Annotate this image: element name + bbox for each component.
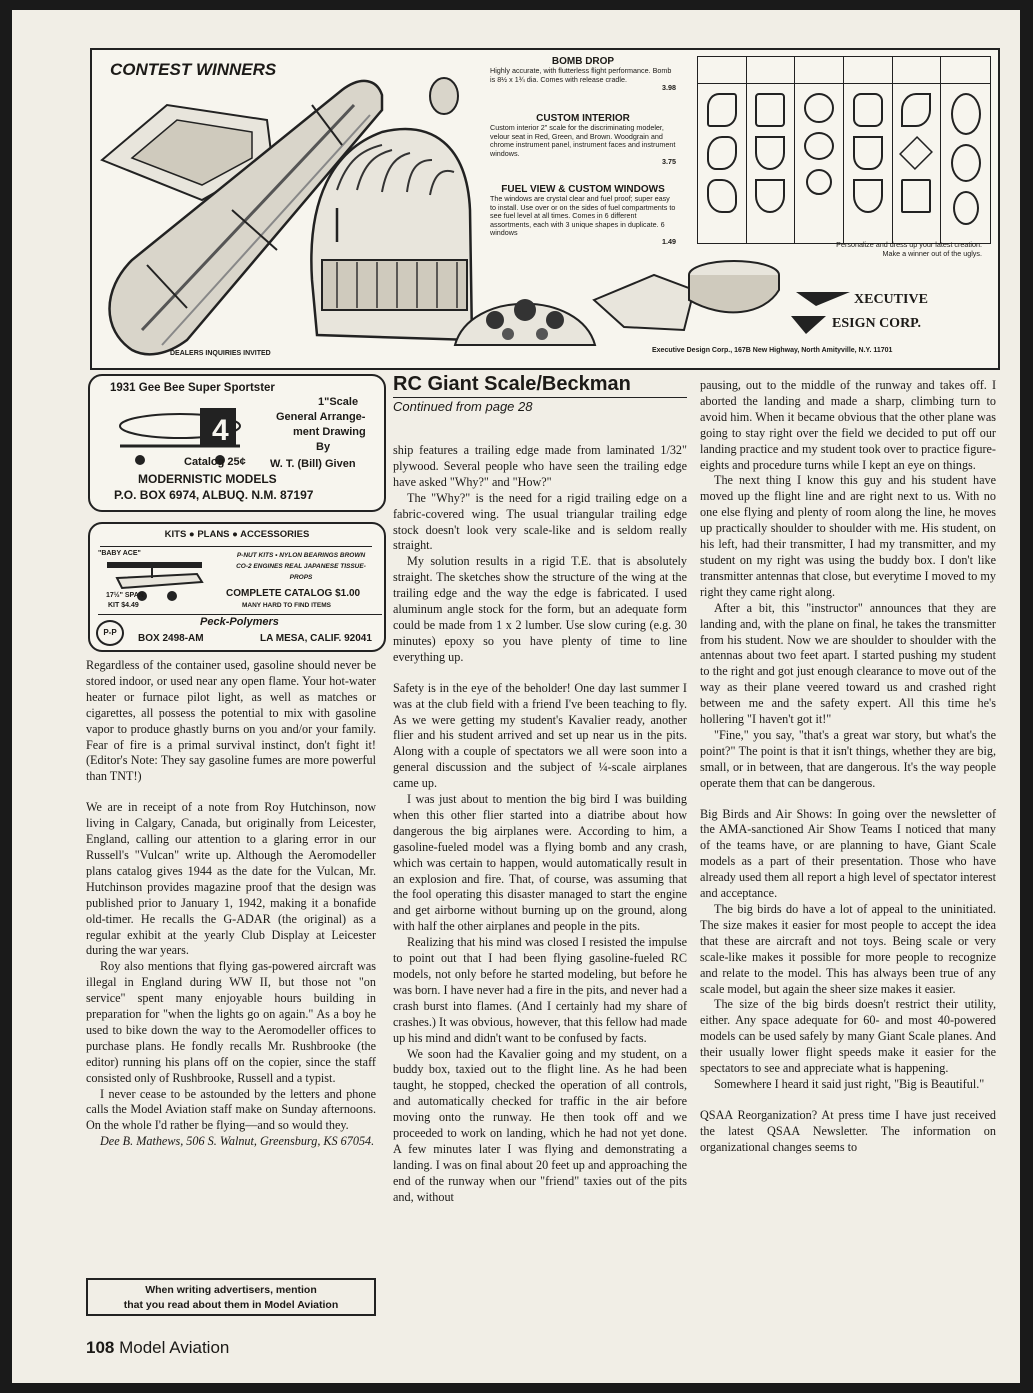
gee-bee-title: 1931 Gee Bee Super Sportster (110, 382, 275, 394)
page-number: 108 (86, 1338, 115, 1357)
window-shape (755, 93, 785, 127)
continued-from: Continued from page 28 (393, 399, 533, 414)
instrument-panel-illustration (450, 270, 600, 350)
window-shape (901, 179, 931, 213)
custom-interior-price: 3.75 (662, 157, 676, 167)
svg-text:4: 4 (212, 414, 229, 447)
personalize-text: Personalize and dress up your latest creation. Make a winner out of the uglys. (836, 240, 982, 258)
article-column-3 (700, 378, 996, 1156)
peck-logo: P-P (96, 620, 124, 646)
paragraph: Big Birds and Air Shows: In going over the newsletter of the AMA-sanctioned Air Show Teams I noticed that many of the teams have, or are planning to have, Giant Scale models as a part of their presentation. Those who have already used them all report a high level of spectator interest and acceptance. (700, 806, 996, 901)
window-shape (804, 132, 834, 160)
window-shape (804, 93, 834, 123)
article-headline: RC Giant Scale/Beckman (393, 373, 631, 395)
custom-interior-blurb (490, 113, 676, 167)
window-shape (953, 191, 979, 225)
window-pieces-illustration (584, 245, 794, 340)
paragraph: ship features a trailing edge made from laminated 1/32" plywood. Several people who have seen the trailing edge have asked "Why?" and "How?" (393, 443, 687, 489)
paragraph: We are in receipt of a note from Roy Hutchinson, now living in Calgary, Canada, but originally from Leicester, England, calling our attention to a glaring error in our Russell's "Vulcan" write up. Although the Aeromodeller plans catalog gives 1944 as the date for the Vulcan, Mr. Hutchinson provides magazine proof that the design was published prior to January 1, 1942, making it a bonafide old-timer. He recalls the G-ADAR (the original) as a regular exhibit at the yearly Club Display at Leicester during the war years. (86, 800, 376, 958)
paragraph: The size of the big birds doesn't restrict their utility, either. Any space adequate for 60- and most 40-powered models can be used safely by many Giant Scale planes. And their usually lower flight speeds make it easier for the spectators to see and appreciate what is happening. (700, 997, 996, 1076)
peck-name: Peck-Polymers (200, 616, 279, 628)
article-column-1 (86, 658, 376, 1150)
gee-bee-scale: 1"Scale (318, 396, 359, 408)
dealers-text: DEALERS INQUIRIES INVITED (170, 350, 271, 357)
executive-design-ad (90, 48, 1000, 370)
gee-bee-by: By (316, 441, 331, 453)
peck-items: P-NUT KITS • NYLON BEARINGS BROWN CO-2 ENGINES REAL JAPANESE TISSUE-PROPS (236, 552, 366, 581)
bomb-drop-blurb (490, 56, 676, 93)
mention-line-2: that you read about them in Model Aviation (123, 1299, 339, 1311)
peck-polymers-ad (88, 522, 386, 652)
paragraph: Roy also mentions that flying gas-powered aircraft was illegal in England during WW II, but those not "on service" spent many enjoyable hours building in preparation for "when the lights go on again." As a boy he used to bike down the way to the Aeromodeller offices to purchase plans. He fondly recalls Mr. Rushbrooke (the editor) running his plans off on the copier, since the staff consisted only of Rushbrooke, Russell and a typist. (86, 959, 376, 1085)
window-shape (707, 179, 737, 213)
article-column-2 (393, 443, 687, 1206)
window-shape (951, 144, 981, 182)
gee-bee-line2: General Arrange- (276, 411, 366, 423)
peck-header: KITS ● PLANS ● ACCESSORIES (164, 529, 310, 540)
window-shape (853, 136, 883, 170)
paragraph: Regardless of the container used, gasoline should never be stored indoor, or used near any open flame. Your hot-water heater or furnace pilot light, as well as matches or cigarettes, all possess the potential to mix with gasoline vapor to produce ghastly burns on you and/or your family. Fear of fire is a primal survival instinct, don't fight it! (Editor's Note: They say gasoline fumes are more powerful than TNT!) (86, 658, 376, 784)
gee-bee-author: W. T. (Bill) Given (270, 458, 356, 470)
logo-executive: XECUTIVE (854, 292, 928, 307)
paragraph: Realizing that his mind was closed I resisted the impulse to point out that I had been flying gasoline-fueled RC models, not only before he started modeling, but before he was born. I have never had a fire in the pits, and never had a crash burst into flames. (And I certainly had my share of crashes.) It was obvious, however, that this fellow had made up his mind and didn't want to be confused by facts. (393, 935, 687, 1045)
bomb-and-cockpit-illustration (92, 50, 512, 360)
paragraph: After a bit, this "instructor" announces that they are landing and, with the plane on final, he takes the transmitter from his student. Now we are shoulder to shoulder with the antennas about two feet apart. I started pushing my student to the right and got just enough clearance to move out of the way as their plane veered toward us and crashed right between me and the safety expert. All this time he's hollering "I haven't got it!" (700, 600, 996, 727)
fuel-view-title: FUEL VIEW & CUSTOM WINDOWS (501, 184, 665, 195)
paragraph: The "Why?" is the need for a rigid trailing edge on a fabric-covered wing. The usual triangular trailing edge stock doesn't look very scale-like and is seldom really straight. (393, 490, 687, 553)
window-shape (755, 179, 785, 213)
window-shape (806, 169, 832, 195)
window-shape (853, 179, 883, 213)
magazine-name: Model Aviation (119, 1338, 230, 1357)
author-signature: Dee B. Mathews, 506 S. Walnut, Greensburg, KS 67054. (100, 1134, 375, 1149)
gee-bee-catalog: Catalog 25¢ (184, 456, 246, 468)
peck-city: LA MESA, CALIF. 92041 (260, 633, 372, 644)
paragraph: pausing, out to the middle of the runway and takes off. I aborted the landing and made a sharp, climbing turn to avoid him. When it became obvious that the other plane was going to stay right over the field we decided to put off our landing practice and my student took over to practice figure-eights and procedure turns while I kept an eye on things. (700, 378, 996, 472)
paragraph: Somewhere I heard it said just right, "Big is Beautiful." (714, 1076, 985, 1091)
window-shape (707, 93, 737, 127)
window-shapes-chart (697, 56, 991, 244)
fuel-view-price: 1.49 (662, 236, 676, 246)
window-shape (707, 136, 737, 170)
gee-bee-line3: ment Drawing (293, 426, 366, 438)
peck-plane-name: "BABY ACE" (98, 550, 141, 557)
window-shape (853, 93, 883, 127)
mention-advertisers-box (86, 1278, 376, 1316)
paragraph: I never cease to be astounded by the letters and phone calls the Model Aviation staff make on Sunday afternoons. On the whole I'd rather be flying—and so would they. (86, 1086, 376, 1133)
peck-kit-price: KIT $4.49 (108, 602, 139, 609)
paragraph: QSAA Reorganization? At press time I have just received the latest QSAA Newsletter. The information on organizational changes seems to (700, 1107, 996, 1154)
bomb-drop-price: 3.98 (662, 83, 676, 93)
gee-bee-address: P.O. BOX 6974, ALBUQ. N.M. 87197 (114, 488, 314, 502)
contest-winners-title: CONTEST WINNERS (110, 60, 277, 79)
custom-interior-title: CUSTOM INTERIOR (536, 113, 630, 124)
window-shape (951, 93, 981, 135)
mention-line-1: When writing advertisers, mention (145, 1284, 317, 1296)
paragraph: The next thing I know this guy and his student have moved up the flight line and are right next to us. With no one else flying and plenty of room along the line, he moves up practically shoulder to shoulder with me. His student, on his left, had their transmitter, I had my transmitter, and my student on my right was using the buddy box. I don't like transmitter antennas that close, but everytime I moved to my right they came right along. (700, 473, 996, 599)
paragraph: The big birds do have a lot of appeal to the uninitiated. The size makes it easier for most people to accept the idea that these are aircraft and not toys. Being scale or very scale-like makes it possible for more people to recognize and relate to the model. This has always been true of any scale model, but again the sheer size makes it easier. (700, 902, 996, 996)
page-folio (86, 1338, 229, 1358)
peck-hard-to-find: MANY HARD TO FIND ITEMS (242, 602, 331, 609)
custom-interior-text: Custom interior 2" scale for the discriminating modeler, velour seat in Red, Green, and Brown. Woodgrain and chrome instrument panel, instrument faces and instrument windows. (490, 123, 676, 158)
logo-design-corp: ESIGN CORP. (832, 316, 921, 331)
paragraph: I was just about to mention the big bird I was building when this other flier started into a diatribe about how dangerous the big airplanes were. According to him, a gasoline-fueled model was a flying bomb and any crash, which was certain to happen, would automatically result in an explosion and fire. That, of course, was assuming that the fool operating this disaster managed to start the engine and get airborne without burning up on the ground, along with half the other airplanes and people in the pits. (393, 792, 687, 934)
bomb-drop-title: BOMB DROP (551, 56, 615, 67)
gee-bee-ad (88, 374, 386, 512)
window-shape (900, 136, 934, 170)
peck-box: BOX 2498-AM (138, 633, 204, 644)
paragraph: Safety is in the eye of the beholder! One day last summer I was at the club field with a friend I've been teaching to fly. As we were getting my student's Kavalier ready, another flier and his student arrived and set up near us in the pits. Along with a couple of spectators we all were soon into a general discussion and the subject of ¼-scale airplanes came up. (393, 680, 687, 791)
window-shape (755, 136, 785, 170)
paragraph: We soon had the Kavalier going and my student, on a buddy box, taxied out to the flight line. As he had been taught, he stopped, checked the operation of all controls, and automatically checked for traffic in the air before moving onto the runway. He then took off and we proceeded to work on landing, which he had not yet done. A few minutes later I was flying and demonstrating a landing. I was on final about 20 feet up and approaching the end of the runway when our "friend" taxies out of the pits and, without (393, 1046, 687, 1204)
executive-address: Executive Design Corp., 167B New Highway, North Amityville, N.Y. 11701 (652, 347, 893, 354)
bomb-drop-text: Highly accurate, with flutterless flight performance. Bomb is 8½ x 1¾ dia. Comes with release cradle. (490, 66, 672, 84)
peck-span: 17½" SPAN (106, 592, 144, 599)
window-shape (901, 93, 931, 127)
fuel-view-text: The windows are crystal clear and fuel proof; super easy to install. Use over or on the sides of fuel compartments to see fuel level at all times. Comes in 6 different assortments, each with 3 unique shapes in duplicate. 6 windows (490, 194, 676, 238)
gee-bee-company: MODERNISTIC MODELS (138, 472, 277, 486)
fuel-view-blurb (490, 184, 676, 247)
paragraph: "Fine," you say, "that's a great war story, but what's the point?" The point is that it isn't things, whether they are big, small, or in between, that are dangerous. It's the way people operate them that can be dangerous. (700, 727, 996, 790)
peck-catalog: COMPLETE CATALOG $1.00 (226, 588, 361, 599)
paragraph: My solution results in a rigid T.E. that is absolutely straight. The sketches show the structure of the wing at the trailing edge and the way the edge is fabricated. I used aluminum angle stock for the form, but an adequate form could be made from 1 x 2 lumber. Use slow curing (e.g. 30 minutes) epoxy so you have plenty of time to line everything up. (393, 554, 687, 664)
